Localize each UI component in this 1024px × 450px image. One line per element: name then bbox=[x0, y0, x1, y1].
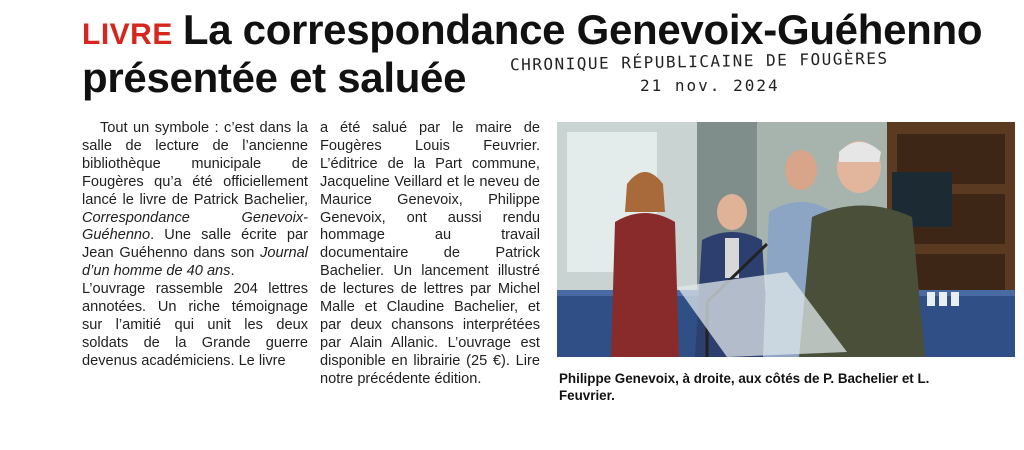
article-paragraph-2: L’ouvrage rassemble 204 lettres annotées. Un riche témoignage sur l’amitié qui unit les deux soldats de la Grande guerre devenus académiciens. Le livre bbox=[82, 281, 308, 369]
headline-title-line-2: présentée et saluée bbox=[82, 54, 467, 101]
photo-illustration bbox=[557, 122, 1015, 357]
paragraph-text: Tout un symbole : c’est dans la salle de lecture de l’ancienne bibliothèque municipale de Fougères qu’a été officiellement lancé le livre de Patrick Bachelier, bbox=[82, 120, 308, 208]
handwritten-publication-note: CHRONIQUE RÉPUBLICAINE DE FOUGÈRES bbox=[509, 48, 889, 75]
book-title: Correspondance Genevoix-Guéhenno bbox=[82, 209, 308, 244]
handwritten-date-note: 21 nov. 2024 bbox=[640, 76, 780, 95]
paragraph-text: . Une salle écrite par Jean Guéhenno dans son bbox=[82, 227, 308, 262]
photo-caption: Philippe Genevoix, à droite, aux côtés de P. Bachelier et L. Feuvrier. bbox=[559, 371, 930, 403]
article-column-1 bbox=[82, 120, 308, 371]
journal-title: Journal d’un homme de 40 ans bbox=[82, 245, 308, 280]
article-photo bbox=[557, 122, 1015, 357]
headline-line-1 bbox=[82, 8, 1012, 52]
section-kicker: LIVRE bbox=[82, 18, 173, 51]
article-paragraph-1 bbox=[82, 120, 308, 281]
article-paragraph-3: a été salué par le maire de Fougères Louis Feuvrier. L’éditrice de la Part commune, Jacqueline Veillard et le neveu de Maurice Genevoix, Philippe Genevoix, ont aussi rendu hommage au travail documentaire de Patrick Bachelier. Un lancement illustré de lectures de lettres par Michel Malle et Claudine Bachelier, et par deux chansons interprétées par Alain Allanic. L’ouvrage est disponible en librairie (25 €). Lire notre précédente édition. bbox=[320, 120, 540, 387]
paragraph-text: . bbox=[230, 263, 235, 280]
article-column-2 bbox=[320, 120, 540, 389]
headline-title-line-1: La correspondance Genevoix-Guéhenno bbox=[182, 6, 983, 53]
